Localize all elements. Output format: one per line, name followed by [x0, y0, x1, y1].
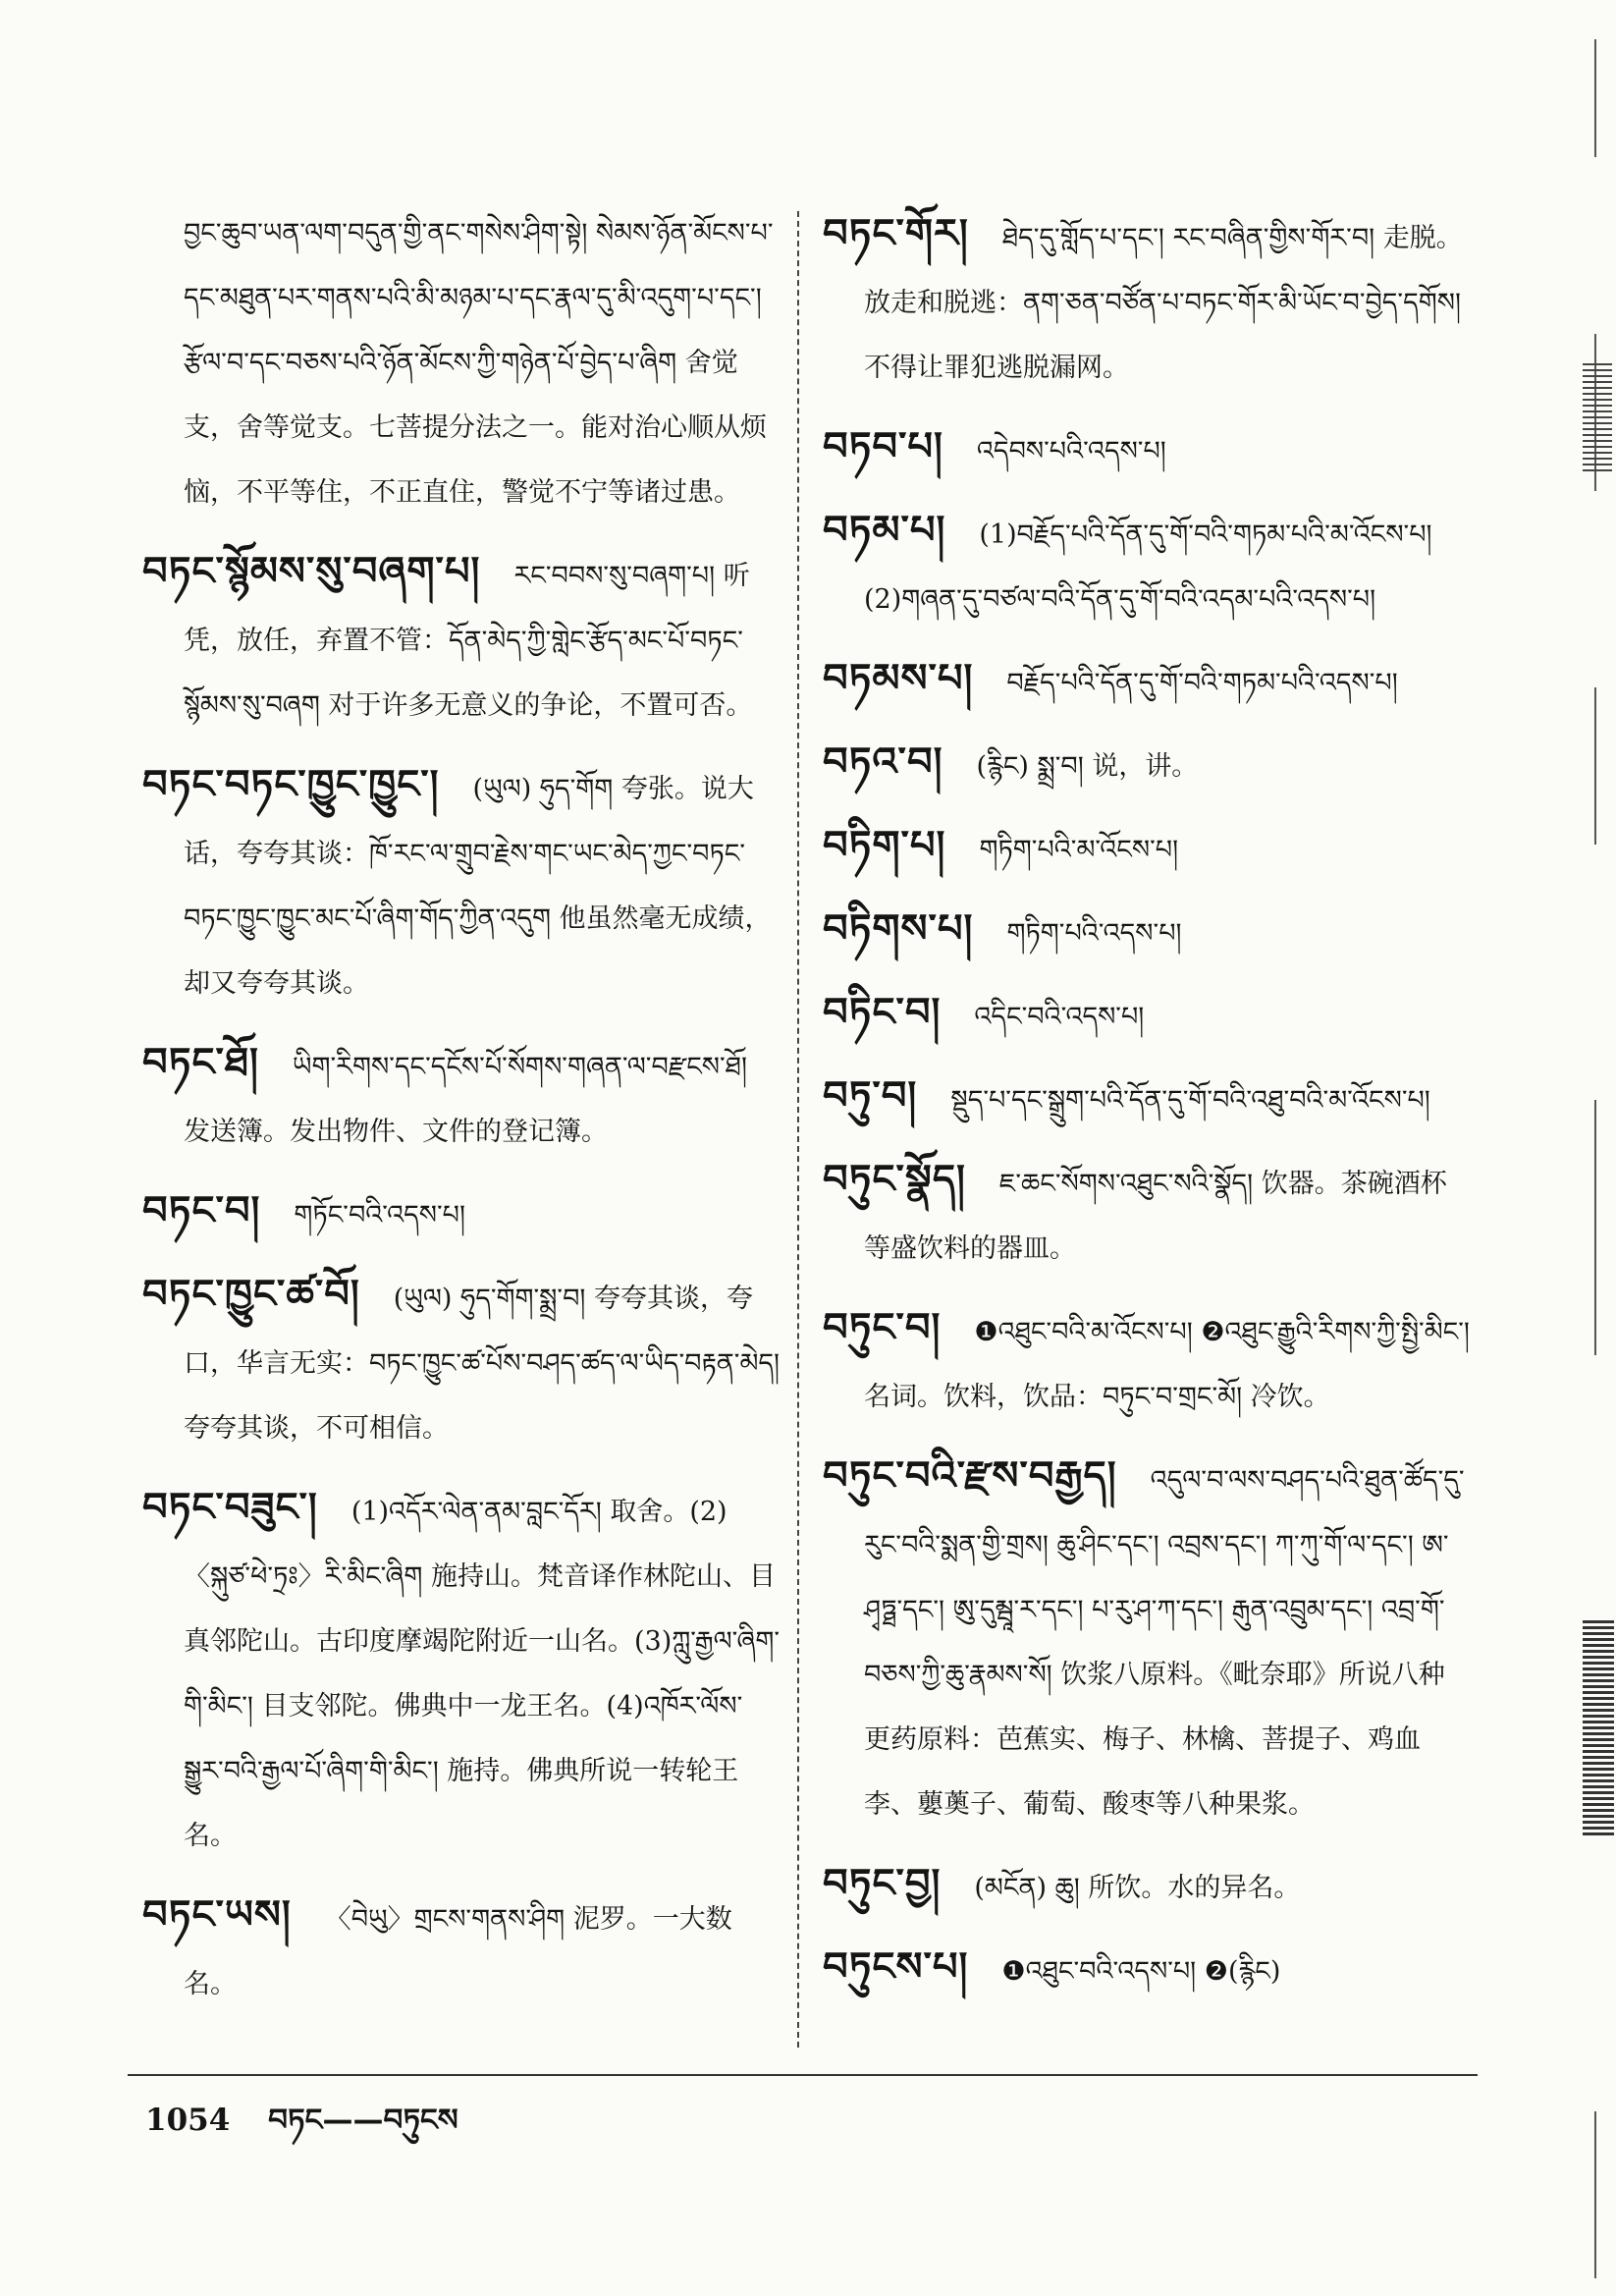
right-column	[823, 201, 1471, 2018]
dictionary-entry	[823, 897, 1471, 966]
entry-headword: བཏབ་པ།	[823, 424, 943, 469]
entry-headword: བཏིག་པ།	[823, 823, 946, 868]
dictionary-entry	[142, 1178, 781, 1248]
dictionary-entry	[142, 1475, 781, 1869]
entry-definition: འདིང་བའི་འདས་པ།	[974, 1002, 1145, 1032]
entry-definition: བྱང་ཆུབ་ཡན་ལག་བདུན་གྱི་ནང་གསེས་ཤིག་སྟེ། སེམས་ཉོན་མོངས་པ་དང་མཐུན་པར་གནས་པའི་མི་མཉམ་པ་དང་རྣལ་དུ་མི་འདུག་པ་དང་། རྩོལ་བ་དང་བཅས་པའི་ཉོན་མོངས་ཀྱི་གཉེན་པོ་བྱེད་པ་ཞིག 舍觉支，舍等觉支。七菩提分法之一。能对治心顺从烦恼，不平等住，不正直住，警觉不宁等诸过患。	[184, 218, 774, 508]
entry-headword: བཏིགས་པ།	[823, 906, 974, 952]
entry-definition: ཇ་ཆང་སོགས་འཐུང་སའི་སྣོད། 饮器。茶碗酒杯等盛饮料的器皿。	[864, 1169, 1447, 1264]
dictionary-entry	[823, 730, 1471, 799]
dictionary-entry	[823, 813, 1471, 883]
entry-definition: (རྙིང) སྨྲ་བ། 说，讲。	[976, 751, 1199, 782]
dictionary-entry	[142, 1030, 781, 1165]
dictionary-entry	[142, 539, 781, 738]
entry-headword: བཏུ་བ།	[823, 1073, 918, 1119]
dictionary-entry	[823, 1064, 1471, 1133]
entry-headword: བཏང་བཟུང་།	[142, 1485, 318, 1530]
entry-headword: བཏམས་པ།	[823, 656, 974, 701]
entry-definition: ❶འཐུང་བའི་འདས་པ། ❷(རྙིང)	[1001, 1956, 1281, 1987]
entry-definition: གཏིག་པའི་མ་འོངས་པ།	[979, 835, 1179, 865]
entry-definition: བརྗོད་པའི་དོན་དུ་གོ་བའི་གཏམ་པའི་འདས་པ།	[1006, 668, 1398, 698]
entry-headword: བཏུངས་པ།	[823, 1944, 969, 1990]
entry-definition: (1)བརྗོད་པའི་དོན་དུ་གོ་བའི་གཏམ་པའི་མ་འོངས་པ། (2)གཞན་དུ་བཙལ་བའི་དོན་དུ་གོ་བའི་འདམ་པའི་འདས་པ།	[864, 519, 1432, 615]
footer-rule	[128, 2074, 1478, 2076]
entry-definition: (ཡུལ) ཧུད་གོག་སྨྲ་བ། 夸夸其谈，夸口，华言无实：བཏང་ཁྱུང་ཚ་པོས་བཤད་ཚད་ལ་ཡིད་བརྟན་མེད། 夸夸其谈，不可相信。	[184, 1284, 781, 1444]
entry-definition: གཏོང་བའི་འདས་པ།	[294, 1200, 465, 1230]
entry-headword: བཏང་བཏང་ཁྱུང་ཁྱུང་།	[142, 762, 440, 807]
entry-headword: བཏང་གོར།	[823, 211, 969, 256]
left-column	[142, 201, 781, 2031]
scan-margin-marks	[1581, 0, 1616, 2296]
entry-definition: (མངོན) ཆུ། 所饮。水的异名。	[974, 1873, 1301, 1903]
page-range: བཏང——བཏུངས	[268, 2103, 458, 2138]
entry-definition: རང་བབས་སུ་བཞག་པ། 听凭，放任，弃置不管：དོན་མེད་ཀྱི་གླེང་རྩོད་མང་པོ་བཏང་སྙོམས་སུ་བཞག 对于许多无意义的争论，不置可否。	[184, 561, 753, 721]
entry-definition: འདེབས་པའི་འདས་པ།	[976, 436, 1166, 466]
entry-headword: བཏང་སྙོམས་སུ་བཞག་པ།	[142, 549, 481, 594]
page-footer	[145, 2086, 458, 2171]
entry-headword: བཏམ་པ།	[823, 508, 946, 553]
dictionary-entry	[823, 1147, 1471, 1282]
entry-definition: (1)འདོར་ལེན་ནམ་བླང་དོར། 取舍。(2)〈སྐུཙ་ཕེ་ཏྲཿ〉རི་མིང་ཞིག 施持山。梵音译作林陀山、目真邻陀山。古印度摩竭陀附近一山名。(3)ཀླུ་རྒྱལ་ཞིག་གི་མིང་། 目支邻陀。佛典中一龙王名。(4)འཁོར་ལོས་སྒྱུར་བའི་རྒྱལ་པོ་ཞིག་གི་མིང་། 施持。佛典所说一转轮王名。	[184, 1497, 781, 1851]
entry-headword: བཏང་བ།	[142, 1188, 261, 1233]
dictionary-entry	[823, 1444, 1471, 1837]
entry-definition: (ཡུལ) ཧུད་གོག 夸张。说大话，夸夸其谈：ཁོ་རང་ལ་གྲུབ་རྗེས་གང་ཡང་མེད་ཀྱང་བཏང་བཏང་ཁྱུང་ཁྱུང་མང་པོ་ཞིག་གོད་ཀྱིན་འདུག 他虽然毫无成绩，却又夸夸其谈。	[184, 774, 772, 999]
dictionary-entry	[823, 1851, 1471, 1921]
entry-definition: སྡུད་པ་དང་སྒྲུག་པའི་དོན་དུ་གོ་བའི་འཐུ་བའི་མ་འོངས་པ།	[950, 1085, 1430, 1116]
entry-headword: བཏུང་བྱ།	[823, 1861, 942, 1906]
entry-headword: བཏང་ཡས།	[142, 1892, 292, 1938]
entry-headword: བཏུང་བ།	[823, 1305, 942, 1350]
dictionary-entry	[823, 1935, 1471, 2004]
entry-headword: བཏང་ཐོ།	[142, 1040, 259, 1085]
dictionary-entry	[823, 201, 1471, 401]
entry-definition: ❶འཐུང་བའི་མ་འོངས་པ། ❷འཐུང་རྒྱུའི་རིགས་ཀྱི་སྤྱི་མིང་། 名词。饮料，饮品：བཏུང་བ་གྲང་མོ། 冷饮。	[864, 1317, 1470, 1412]
entry-definition: གཏིག་པའི་འདས་པ།	[1006, 918, 1182, 949]
entry-definition: ཡིག་རིགས་དང་དངོས་པོ་སོགས་གཞན་ལ་བརྫངས་ཐོ། 发送簿。发出物件、文件的登记簿。	[184, 1052, 747, 1147]
entry-definition: 〈བེཡུ〉གྲངས་གནས་ཤིག 泥罗。一大数名。	[184, 1904, 732, 1999]
dictionary-entry	[823, 980, 1471, 1050]
dictionary-entry	[823, 1295, 1471, 1430]
entry-headword: བཏིང་བ།	[823, 990, 942, 1035]
entry-headword: བཏང་ཁྱུང་ཚ་བོ།	[142, 1272, 360, 1317]
dictionary-entry	[823, 646, 1471, 716]
dictionary-entry	[823, 414, 1471, 484]
entry-definition: ཐེད་དུ་གློད་པ་དང་། རང་བཞིན་གྱིས་གོར་བ། 走脱。放走和脱逃：ནག་ཅན་བཙོན་པ་བཏང་གོར་མི་ཡོང་བ་བྱེད་དགོས། 不得让罪犯逃脱漏网。	[864, 223, 1463, 383]
dictionary-entry	[823, 498, 1471, 632]
page-number: 1054	[145, 2103, 231, 2138]
dictionary-entry	[142, 1883, 781, 2017]
entry-headword: བཏུང་བའི་རྫས་བརྒྱད།	[823, 1453, 1117, 1499]
dictionary-entry	[142, 1262, 781, 1461]
entry-headword: བཏུང་སྣོད།	[823, 1157, 966, 1202]
entry-definition: འདུལ་བ་ལས་བཤད་པའི་ཐུན་ཚོད་དུ་རུང་བའི་སྨན་གྱི་གྲས། ཆུ་ཤིང་དང་། འབྲས་དང་། ཀ་ཀུ་གོ་ལ་དང་། ཨ་ཤྭཏྠ་དང་། ཨུ་དུམྦཱ་ར་དང་། པ་རུ་ཤ་ཀ་དང་། རྒུན་འབྲུམ་དང་། འབྲ་གོ་བཅས་ཀྱི་ཆུ་རྣམས་སོ། 饮浆八原料。《毗奈耶》所说八种更药原料：芭蕉实、梅子、林檎、菩提子、鸡血李、蘡薁子、葡萄、酸枣等八种果浆。	[864, 1465, 1465, 1820]
entry-headword: བཏའ་བ།	[823, 739, 943, 785]
column-divider	[797, 211, 799, 2048]
dictionary-entry	[142, 752, 781, 1016]
dictionary-entry	[142, 201, 781, 525]
